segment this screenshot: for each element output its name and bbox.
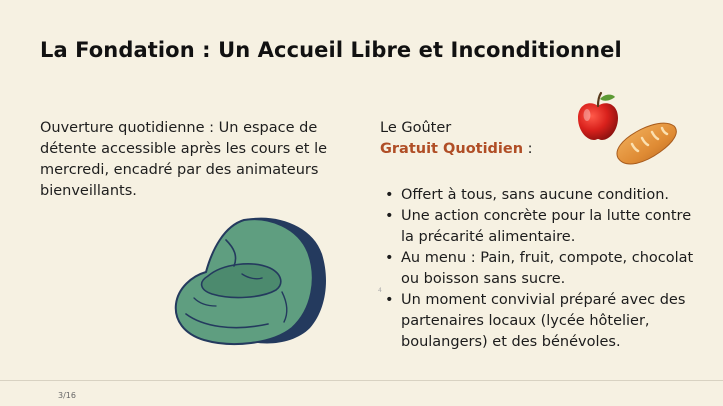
bullet-dot: • (385, 187, 394, 203)
gouter-prefix: Le Goûter (380, 120, 452, 136)
bullet-text: Au menu : Pain, fruit, compote, chocolat ou boisson sans sucre. (401, 250, 694, 287)
page-number: 3/16 (58, 391, 76, 400)
bullet-item (385, 206, 705, 248)
bullet-text: Une action concrète pour la lutte contre la précarité alimentaire. (401, 208, 692, 245)
gouter-bullet-list (385, 185, 705, 353)
bullet-dot: • (385, 292, 394, 308)
bread-icon (612, 116, 680, 172)
gouter-accent-line (380, 139, 533, 160)
footer-divider (0, 380, 723, 381)
bullet-item (385, 248, 705, 290)
bullet-text: Un moment convivial préparé avec des partenaires locaux (lycée hôtelier, boulangers) et des bénévoles. (401, 292, 686, 350)
gouter-suffix: : (523, 141, 533, 157)
slide-title: La Fondation : Un Accueil Libre et Inconditionnel (40, 38, 622, 62)
gouter-heading (380, 118, 533, 160)
beanbag-illustration (172, 214, 332, 348)
bullet-dot: • (385, 250, 394, 266)
stray-mark: 4 (378, 287, 382, 294)
gouter-accent: Gratuit Quotidien (380, 141, 524, 157)
bullet-text: Offert à tous, sans aucune condition. (401, 187, 669, 203)
bullet-item (385, 185, 705, 206)
opening-paragraph: Ouverture quotidienne : Un espace de détente accessible après les cours et le mercredi, encadré par des animateurs bienveillants. (40, 120, 328, 199)
bullet-dot: • (385, 208, 394, 224)
bullet-item (385, 290, 705, 353)
